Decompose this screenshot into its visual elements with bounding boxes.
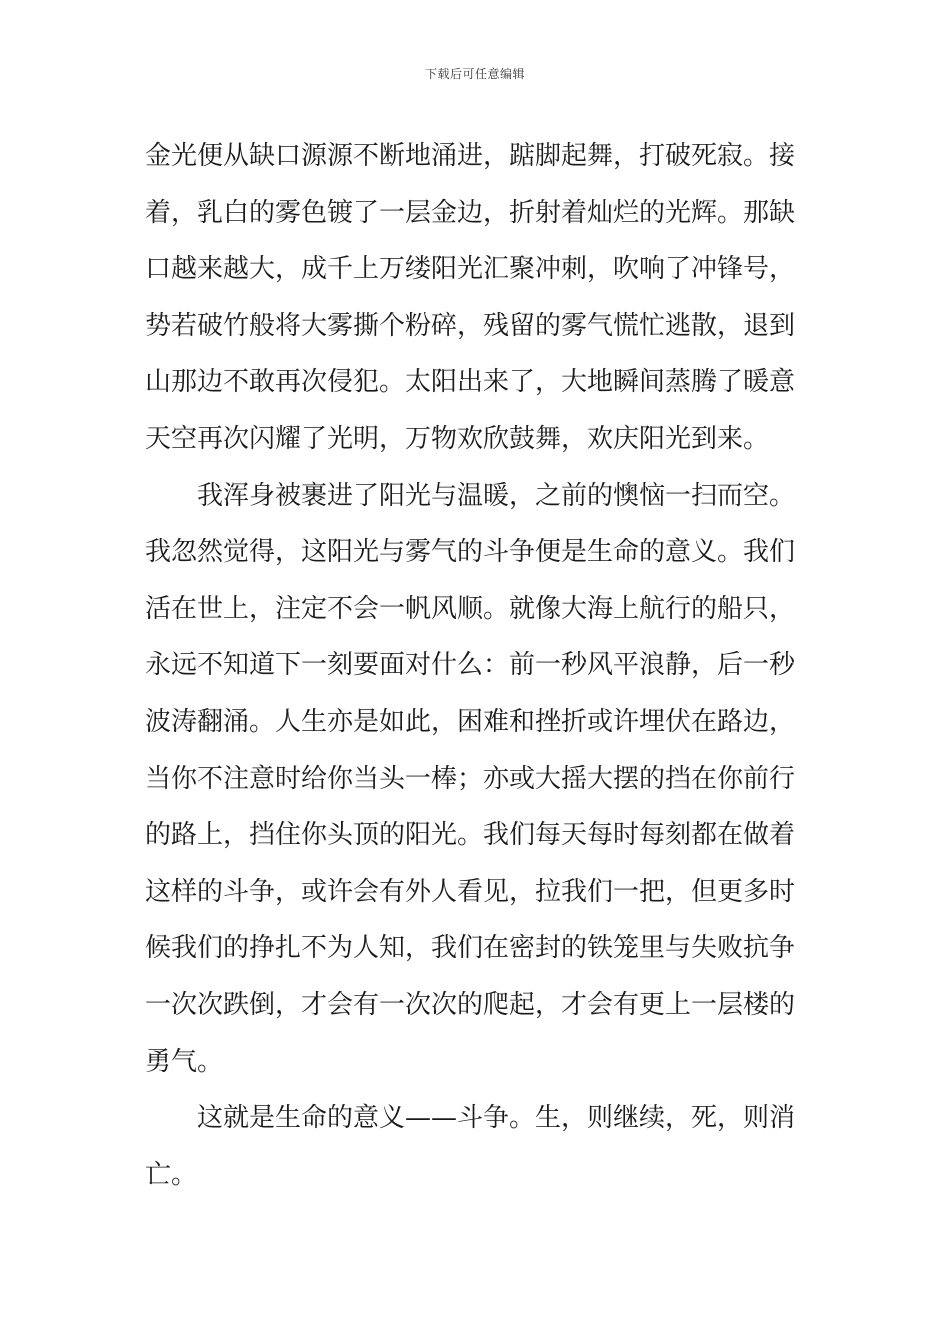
paragraph-start-line: 这就是生命的意义——斗争。生，则继续，死，则消: [197, 1103, 796, 1134]
text-line: 山那边不敢再次侵犯。太阳出来了，大地瞬间蒸腾了暖意: [145, 367, 796, 398]
text-line: 当你不注意时给你当头一棒；亦或大摇大摆的挡在你前行: [145, 763, 796, 794]
text-line: 天空再次闪耀了光明，万物欢欣鼓舞，欢庆阳光到来。: [145, 423, 770, 454]
text-line: 我忽然觉得，这阳光与雾气的斗争便是生命的意义。我们: [145, 537, 796, 568]
text-line: 永远不知道下一刻要面对什么：前一秒风平浪静，后一秒: [145, 650, 796, 681]
text-line: 亡。: [145, 1159, 198, 1190]
text-line: 活在世上，注定不会一帆风顺。就像大海上航行的船只，: [145, 593, 796, 624]
text-line: 的路上，挡住你头顶的阳光。我们每天每时每刻都在做着: [145, 820, 796, 851]
text-line: 波涛翻涌。人生亦是如此，困难和挫折或许埋伏在路边，: [145, 706, 796, 737]
text-line: 一次次跌倒，才会有一次次的爬起，才会有更上一层楼的: [145, 989, 796, 1020]
text-line: 势若破竹般将大雾撕个粉碎，残留的雾气慌忙逃散，退到: [145, 310, 796, 341]
text-line: 着，乳白的雾色镀了一层金边，折射着灿烂的光辉。那缺: [145, 197, 796, 228]
paragraph-start-line: 我浑身被裹进了阳光与温暖，之前的懊恼一扫而空。: [197, 480, 796, 511]
page-header: 下载后可任意编辑: [424, 67, 525, 81]
text-line: 金光便从缺口源源不断地涌进，踮脚起舞，打破死寂。接: [145, 141, 796, 171]
text-line: 口越来越大，成千上万缕阳光汇聚冲刺，吹响了冲锋号，: [145, 254, 796, 285]
text-line: 这样的斗争，或许会有外人看见，拉我们一把，但更多时: [145, 876, 796, 907]
text-line: 候我们的挣扎不为人知，我们在密封的铁笼里与失败抗争: [145, 933, 796, 964]
body-text: [145, 128, 810, 1203]
text-line: 勇气。: [145, 1046, 224, 1077]
